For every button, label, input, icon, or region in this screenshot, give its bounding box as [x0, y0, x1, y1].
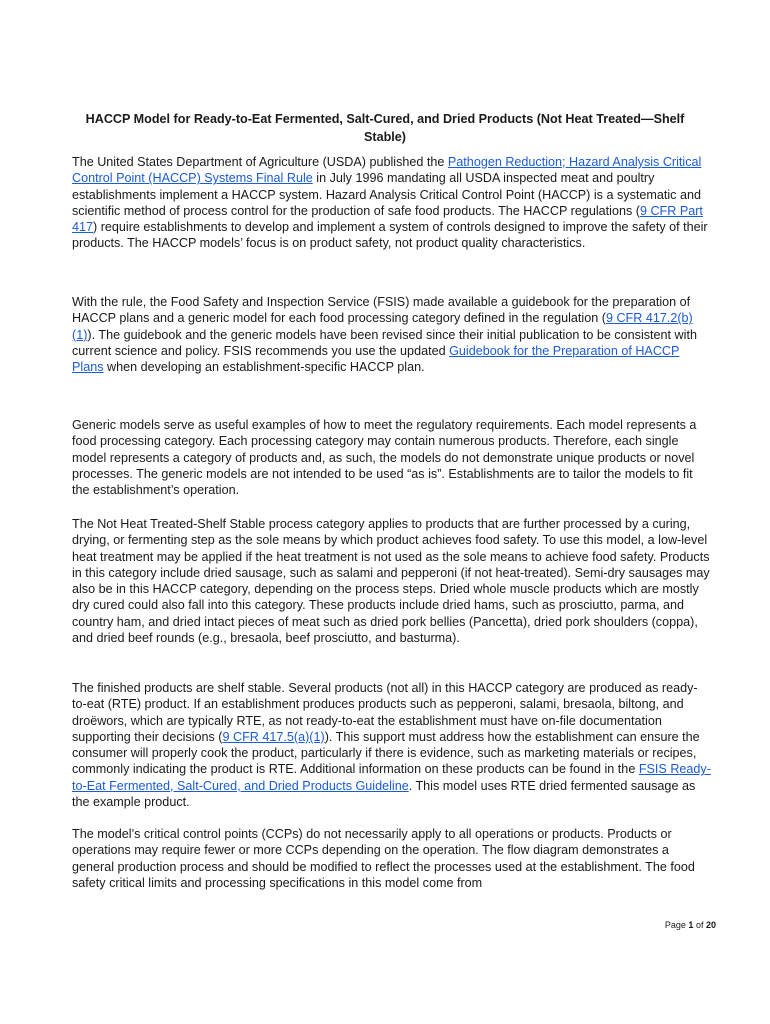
- page-total: 20: [705, 920, 716, 930]
- paragraph-finished-products: [72, 680, 712, 810]
- link-9cfr-417-2b1[interactable]: 9 CFR 417.2(b)(1): [72, 311, 693, 342]
- document-title: HACCP Model for Ready-to-Eat Fermented, Salt-Cured, and Dried Products (Not Heat Treated—Shelf Stable): [85, 112, 685, 144]
- paragraph-text: in July 1996 mandating all USDA inspected meat and poultry establishments implement a HACCP system. Hazard Analysis Critical Control Point (HACCP) is a systematic and scientific method of process control for the production of safe food products. The HACCP regulations (: [72, 171, 701, 218]
- paragraph-generic-models: [72, 417, 712, 498]
- of-word: of: [695, 920, 704, 930]
- paragraph-text: ) require establishments to develop and implement a system of controls designed to improve the safety of their products. The HACCP models’ focus is on product safety, not product quality characteristics.: [72, 220, 708, 251]
- paragraph-text: Generic models serve as useful examples of how to meet the regulatory requirements. Each model represents a food processing category. Each processing category may contain numerous products. Therefore, each single model represents a category of products and, as such, the models do not demonstrate unique products or novel processes. The generic models are not intended to be used “as is”. Establishments are to tailor the models to fit the establishment’s operation.: [72, 418, 697, 498]
- link-9cfr-part-417[interactable]: 9 CFR Part 417: [72, 203, 703, 235]
- page-word: Page: [664, 920, 686, 930]
- paragraph-text: With the rule, the Food Safety and Inspection Service (FSIS) made available a guidebook for the preparation of HACCP plans and a generic model for each food processing category defined in the regulation (: [72, 295, 691, 326]
- paragraph-text: The United States Department of Agriculture (USDA) published the: [72, 155, 448, 169]
- paragraph-text: The model’s critical control points (CCPs) do not necessarily apply to all operations or products. Products or operations may require fewer or more CCPs depending on the operation. The flow diagram demonstrates a general production process and should be modified to reflect the processes used at the establishment. The food safety critical limits and processing specifications in this model come from: [72, 827, 695, 890]
- link-haccp-guidebook[interactable]: Guidebook for the Preparation of HACCP Plans: [72, 343, 680, 375]
- paragraph-text: ). This support must address how the establishment can ensure the consumer will properly cook the product, particularly if there is evidence, such as marketing materials or recipes, commonly indicating the product is RTE. Additional information on these products can be found in the: [72, 729, 700, 777]
- paragraph-text: The Not Heat Treated-Shelf Stable process category applies to products that are further processed by a curing, drying, or fermenting step as the sole means by which product achieves food safety. To use this model, a low-level heat treatment may be applied if the heat treatment is not used as the sole means to achieve food safety. Products in this category include dried sausage, such as salami and pepperoni (if not heat-treated). Semi-dry sausages may also be in this HACCP category, depending on the process steps. Dried whole muscle products which are mostly dry cured could also fall into this category. These products include dried hams, such as prosciutto, parma, and country ham, and dried intact pieces of meat such as dried pork bellies (Pancetta), dried pork shoulders (coppa), and dried beef rounds (e.g., bresaola, beef prosciutto, and basturma).: [72, 517, 710, 646]
- paragraph-text: when developing an establishment-specific HACCP plan.: [103, 360, 425, 375]
- paragraph-text: . This model uses RTE dried fermented sausage as the example product.: [72, 778, 696, 810]
- paragraph-text: The finished products are shelf stable. Several products (not all) in this HACCP category are produced as ready-to-eat (RTE) product. If an establishment produces products such as pepperoni, salami, bresaola, biltong, and droëwors, which are typically RTE, as not ready-to-eat the establishment must have on-file documentation supporting their decisions (: [72, 681, 698, 744]
- paragraph-critical-control-points: [72, 826, 712, 891]
- link-final-rule[interactable]: Pathogen Reduction; Hazard Analysis Critical Control Point (HACCP) Systems Final Rule: [72, 155, 702, 186]
- paragraph-text: ). The guidebook and the generic models have been revised since their initial publication to be consistent with current science and policy. FSIS recommends you use the updated: [72, 327, 697, 358]
- page-footer: [550, 920, 716, 930]
- paragraph-process-category: [72, 516, 712, 646]
- paragraph-haccp-intro: [72, 154, 712, 252]
- link-fsis-rte-guideline[interactable]: FSIS Ready-to-Eat Fermented, Salt-Cured, and Dried Products Guideline: [72, 762, 711, 793]
- link-9cfr-417-5a1[interactable]: 9 CFR 417.5(a)(1): [222, 729, 325, 744]
- page-number: 1: [688, 920, 694, 930]
- paragraph-fsis-guidebook: [72, 294, 712, 375]
